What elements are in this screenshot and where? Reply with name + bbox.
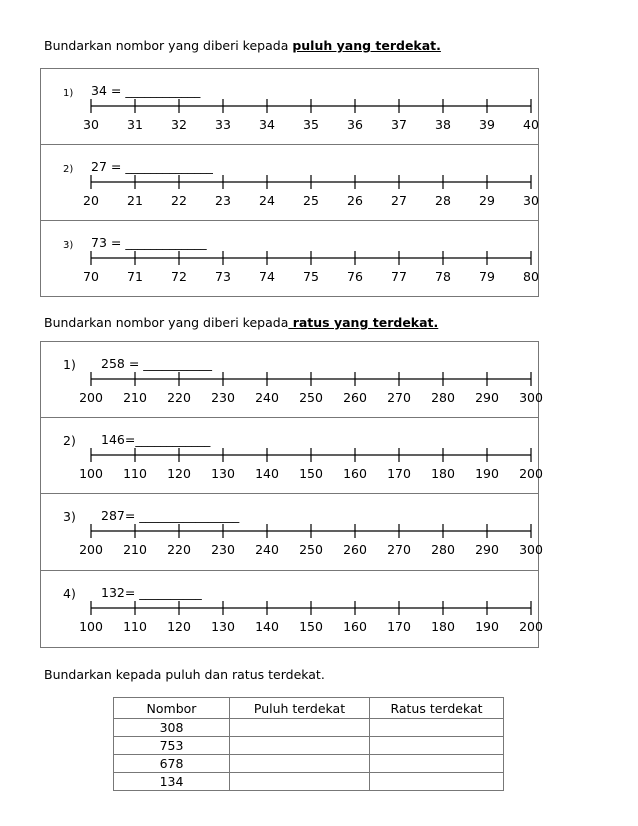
tick-label: 190 — [475, 466, 499, 481]
tick-label: 280 — [431, 542, 455, 557]
question-text[interactable]: 34 = ____________ — [91, 83, 201, 98]
tens-questions-box — [40, 68, 539, 297]
tick-label: 28 — [435, 193, 451, 208]
tick-label: 200 — [519, 466, 543, 481]
tick-label: 32 — [171, 117, 187, 132]
instruction-table: Bundarkan kepada puluh dan ratus terdekat. — [44, 667, 325, 682]
tick-label: 25 — [303, 193, 319, 208]
tick-label: 230 — [211, 542, 235, 557]
question-number: 1) — [63, 357, 76, 372]
tick-label: 300 — [519, 390, 543, 405]
tick-label: 170 — [387, 466, 411, 481]
table-row — [114, 737, 504, 755]
instruction-hundreds-emphasis: ratus yang terdekat. — [288, 315, 439, 330]
tick-label: 79 — [479, 269, 495, 284]
tens-answer-cell[interactable] — [230, 719, 370, 737]
question-number: 4) — [63, 586, 76, 601]
question-number: 3) — [63, 509, 76, 524]
number-cell: 308 — [114, 719, 230, 737]
table-row — [114, 755, 504, 773]
number-cell: 753 — [114, 737, 230, 755]
number-cell: 678 — [114, 755, 230, 773]
tick-label: 140 — [255, 466, 279, 481]
question-row — [41, 571, 543, 649]
question-row — [41, 145, 538, 221]
number-line — [41, 342, 543, 418]
tick-label: 24 — [259, 193, 275, 208]
tick-label: 210 — [123, 542, 147, 557]
question-number: 3) — [63, 240, 74, 251]
tick-label: 39 — [479, 117, 495, 132]
tick-label: 290 — [475, 542, 499, 557]
tick-label: 70 — [83, 269, 99, 284]
tick-label: 33 — [215, 117, 231, 132]
question-text[interactable]: 287= ________________ — [101, 508, 240, 523]
tick-label: 37 — [391, 117, 407, 132]
tick-label: 260 — [343, 542, 367, 557]
tick-label: 20 — [83, 193, 99, 208]
tick-label: 76 — [347, 269, 363, 284]
question-row — [41, 69, 538, 145]
hundreds-answer-cell[interactable] — [370, 737, 504, 755]
table-row — [114, 773, 504, 791]
tick-label: 240 — [255, 542, 279, 557]
question-row — [41, 418, 543, 494]
question-text[interactable]: 146=____________ — [101, 432, 211, 447]
number-line — [41, 69, 538, 145]
header-puluh: Puluh terdekat — [230, 698, 370, 719]
tens-answer-cell[interactable] — [230, 773, 370, 791]
question-row — [41, 494, 543, 571]
hundreds-answer-cell[interactable] — [370, 773, 504, 791]
tick-label: 280 — [431, 390, 455, 405]
tick-label: 160 — [343, 466, 367, 481]
tick-label: 30 — [523, 193, 539, 208]
question-row — [41, 342, 543, 418]
tick-label: 250 — [299, 542, 323, 557]
tick-label: 80 — [523, 269, 539, 284]
tick-label: 140 — [255, 619, 279, 634]
tick-label: 220 — [167, 542, 191, 557]
question-text[interactable]: 73 = _____________ — [91, 235, 207, 250]
rounding-table — [113, 697, 504, 791]
tick-label: 71 — [127, 269, 143, 284]
tick-label: 220 — [167, 390, 191, 405]
tick-label: 26 — [347, 193, 363, 208]
tick-label: 120 — [167, 466, 191, 481]
question-row — [41, 221, 538, 298]
tick-label: 30 — [83, 117, 99, 132]
tick-label: 21 — [127, 193, 143, 208]
tick-label: 300 — [519, 542, 543, 557]
tick-label: 230 — [211, 390, 235, 405]
instruction-tens — [44, 38, 441, 53]
tick-label: 260 — [343, 390, 367, 405]
tick-label: 200 — [79, 542, 103, 557]
tick-label: 77 — [391, 269, 407, 284]
tick-label: 36 — [347, 117, 363, 132]
number-line — [41, 418, 543, 494]
tick-label: 210 — [123, 390, 147, 405]
question-text[interactable]: 258 = ___________ — [101, 356, 213, 371]
instruction-hundreds-prefix: Bundarkan nombor yang diberi kepada — [44, 315, 289, 330]
number-line — [41, 221, 538, 298]
tick-label: 290 — [475, 390, 499, 405]
tick-label: 110 — [123, 466, 147, 481]
number-line — [41, 145, 538, 221]
header-ratus: Ratus terdekat — [370, 698, 504, 719]
tick-label: 130 — [211, 466, 235, 481]
tick-label: 270 — [387, 542, 411, 557]
tick-label: 180 — [431, 619, 455, 634]
hundreds-answer-cell[interactable] — [370, 755, 504, 773]
tick-label: 27 — [391, 193, 407, 208]
instruction-hundreds — [44, 315, 438, 330]
hundreds-answer-cell[interactable] — [370, 719, 504, 737]
tick-label: 200 — [79, 390, 103, 405]
question-number: 2) — [63, 164, 74, 175]
tick-label: 31 — [127, 117, 143, 132]
tick-label: 35 — [303, 117, 319, 132]
tick-label: 200 — [519, 619, 543, 634]
tens-answer-cell[interactable] — [230, 737, 370, 755]
tick-label: 190 — [475, 619, 499, 634]
number-cell: 134 — [114, 773, 230, 791]
tick-label: 72 — [171, 269, 187, 284]
instruction-tens-prefix: Bundarkan nombor yang diberi kepada — [44, 38, 293, 53]
tick-label: 150 — [299, 466, 323, 481]
tick-label: 100 — [79, 466, 103, 481]
table-header-row — [114, 698, 504, 719]
table-row — [114, 719, 504, 737]
tick-label: 150 — [299, 619, 323, 634]
tick-label: 240 — [255, 390, 279, 405]
tick-label: 40 — [523, 117, 539, 132]
tick-label: 38 — [435, 117, 451, 132]
tick-label: 170 — [387, 619, 411, 634]
number-line — [41, 494, 543, 571]
tick-label: 100 — [79, 619, 103, 634]
tick-label: 74 — [259, 269, 275, 284]
hundreds-questions-box — [40, 341, 543, 648]
number-line — [41, 571, 543, 649]
tick-label: 75 — [303, 269, 319, 284]
question-text[interactable]: 132= __________ — [101, 585, 202, 600]
tick-label: 22 — [171, 193, 187, 208]
tick-label: 78 — [435, 269, 451, 284]
tick-label: 110 — [123, 619, 147, 634]
tick-label: 270 — [387, 390, 411, 405]
question-text[interactable]: 27 = ______________ — [91, 159, 213, 174]
tick-label: 29 — [479, 193, 495, 208]
tick-label: 23 — [215, 193, 231, 208]
tick-label: 130 — [211, 619, 235, 634]
tick-label: 34 — [259, 117, 275, 132]
tick-label: 120 — [167, 619, 191, 634]
question-number: 2) — [63, 433, 76, 448]
instruction-tens-emphasis: puluh yang terdekat. — [292, 38, 441, 53]
question-number: 1) — [63, 88, 74, 99]
tens-answer-cell[interactable] — [230, 755, 370, 773]
tick-label: 160 — [343, 619, 367, 634]
tick-label: 250 — [299, 390, 323, 405]
tick-label: 73 — [215, 269, 231, 284]
tick-label: 180 — [431, 466, 455, 481]
header-nombor: Nombor — [114, 698, 230, 719]
